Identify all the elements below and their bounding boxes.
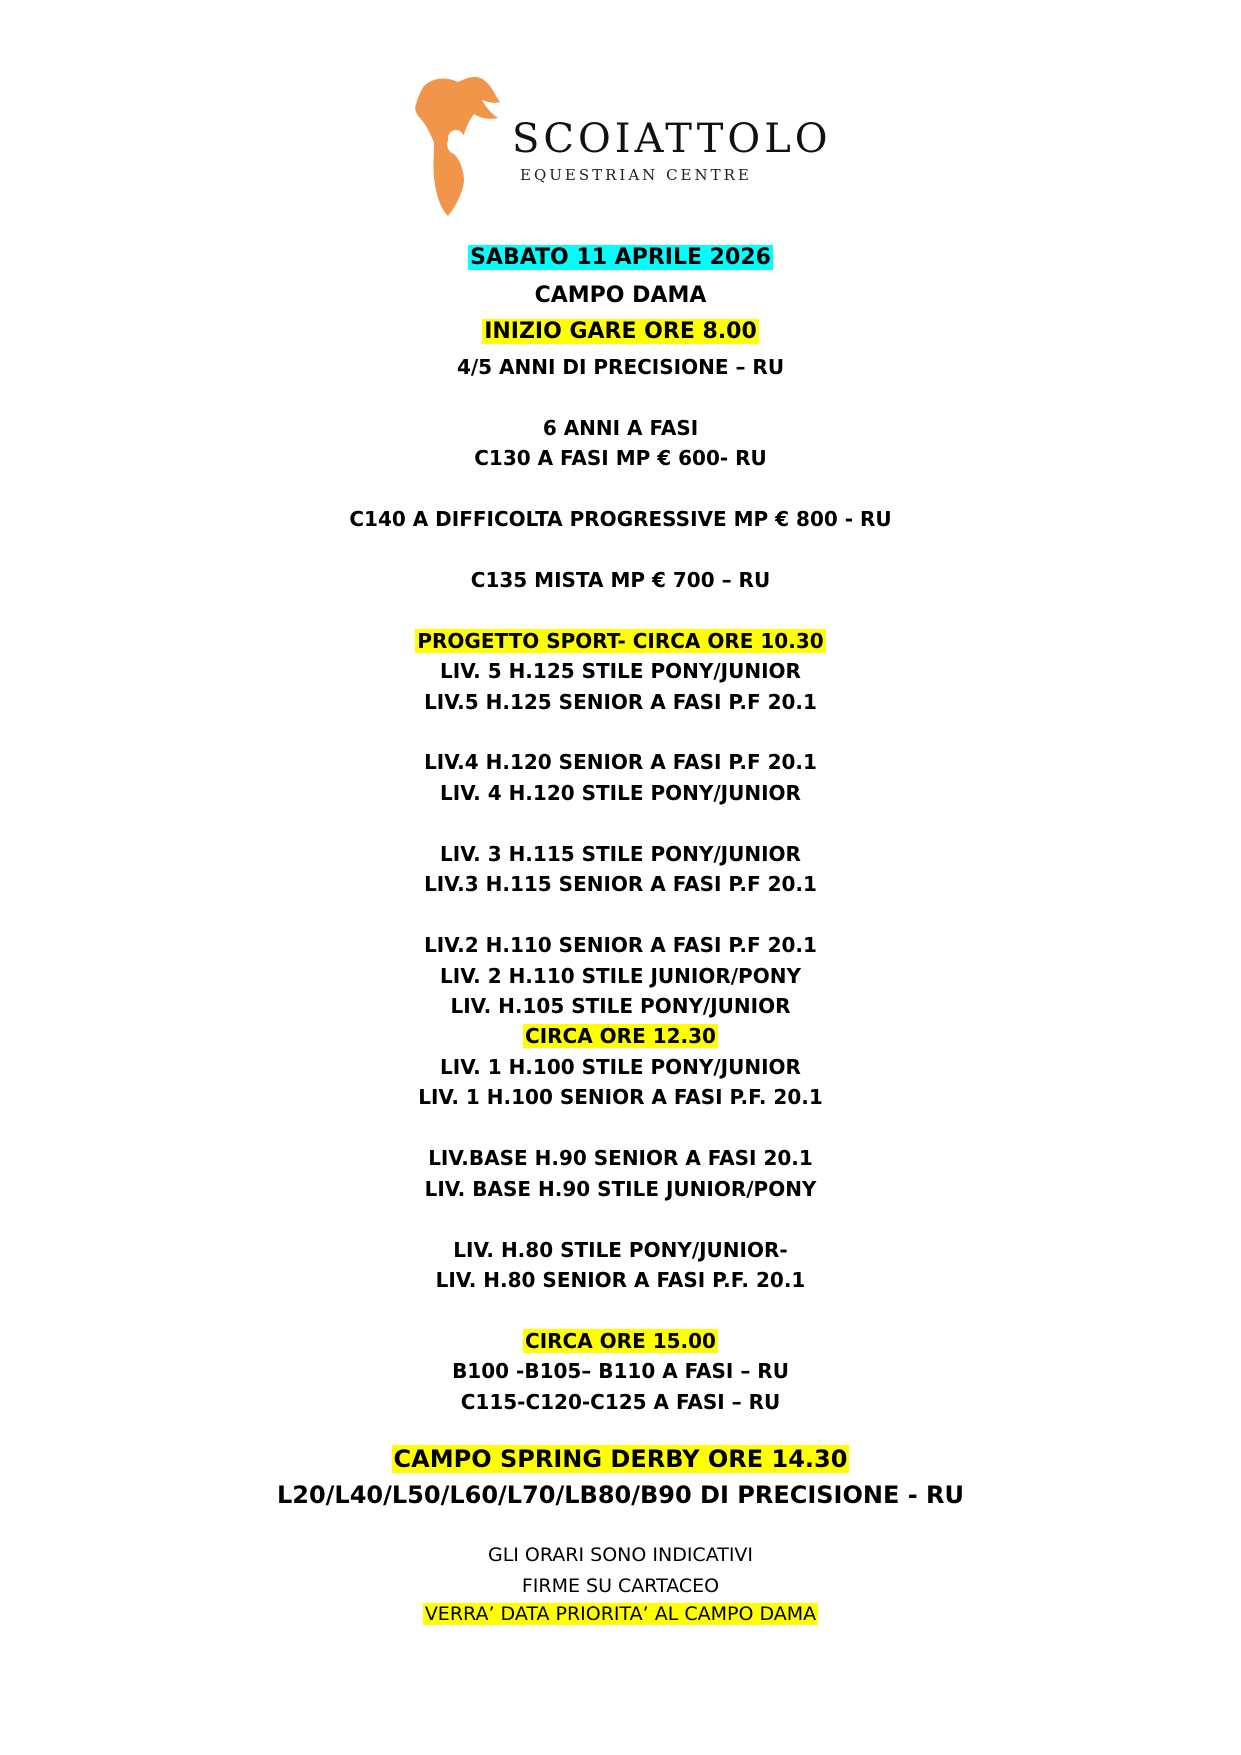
start-time: INIZIO GARE ORE 8.00: [484, 319, 757, 344]
class-line: LIV.4 H.120 SENIOR A FASI P.F 20.1: [424, 750, 817, 774]
spring-derby-heading: CAMPO SPRING DERBY ORE 14.30: [393, 1445, 848, 1473]
class-line: LIV.3 H.115 SENIOR A FASI P.F 20.1: [424, 872, 817, 896]
class-line: LIV. 4 H.120 STILE PONY/JUNIOR: [440, 781, 801, 805]
brand-subtitle: EQUESTRIAN CENTRE: [520, 166, 752, 184]
class-line: C130 A FASI MP € 600- RU: [474, 446, 767, 470]
class-line: C140 A DIFFICOLTA PROGRESSIVE MP € 800 - RU: [349, 507, 892, 531]
spring-derby-classes: L20/L40/L50/L60/L70/LB80/B90 DI PRECISIONE - RU: [276, 1481, 965, 1509]
class-line: LIV. 1 H.100 STILE PONY/JUNIOR: [440, 1055, 801, 1079]
class-line: LIV.BASE H.90 SENIOR A FASI 20.1: [428, 1146, 813, 1170]
brand-name: SCOIATTOLO: [512, 116, 832, 162]
class-line: 4/5 ANNI DI PRECISIONE – RU: [456, 355, 785, 379]
note: FIRME SU CARTACEO: [521, 1575, 720, 1597]
class-line: LIV. 2 H.110 STILE JUNIOR/PONY: [440, 964, 801, 988]
event-date: SABATO 11 APRILE 2026: [470, 245, 771, 270]
logo: [412, 72, 832, 222]
class-line: LIV.5 H.125 SENIOR A FASI P.F 20.1: [424, 690, 817, 714]
section-heading: PROGETTO SPORT- CIRCA ORE 10.30: [417, 629, 824, 653]
class-line: LIV. 3 H.115 STILE PONY/JUNIOR: [440, 842, 801, 866]
class-line: B100 -B105– B110 A FASI – RU: [452, 1359, 789, 1383]
class-line: LIV. H.80 SENIOR A FASI P.F. 20.1: [435, 1268, 806, 1292]
note-priority: VERRA’ DATA PRIORITA’ AL CAMPO DAMA: [424, 1603, 817, 1625]
class-line: C115-C120-C125 A FASI – RU: [460, 1390, 781, 1414]
section-heading: CIRCA ORE 12.30: [525, 1024, 716, 1048]
class-line: LIV. BASE H.90 STILE JUNIOR/PONY: [424, 1177, 817, 1201]
class-line: C135 MISTA MP € 700 – RU: [470, 568, 771, 592]
class-line: LIV. H.105 STILE PONY/JUNIOR: [450, 994, 791, 1018]
class-line: LIV. 5 H.125 STILE PONY/JUNIOR: [440, 659, 801, 683]
section-heading: CIRCA ORE 15.00: [525, 1329, 716, 1353]
class-line: LIV. H.80 STILE PONY/JUNIOR-: [453, 1238, 788, 1262]
note: GLI ORARI SONO INDICATIVI: [487, 1544, 754, 1566]
class-line: LIV.2 H.110 SENIOR A FASI P.F 20.1: [424, 933, 817, 957]
class-line: 6 ANNI A FASI: [542, 416, 699, 440]
class-line: LIV. 1 H.100 SENIOR A FASI P.F. 20.1: [418, 1085, 823, 1109]
field-title: CAMPO DAMA: [534, 283, 707, 308]
horse-head-logo-icon: [412, 72, 522, 222]
